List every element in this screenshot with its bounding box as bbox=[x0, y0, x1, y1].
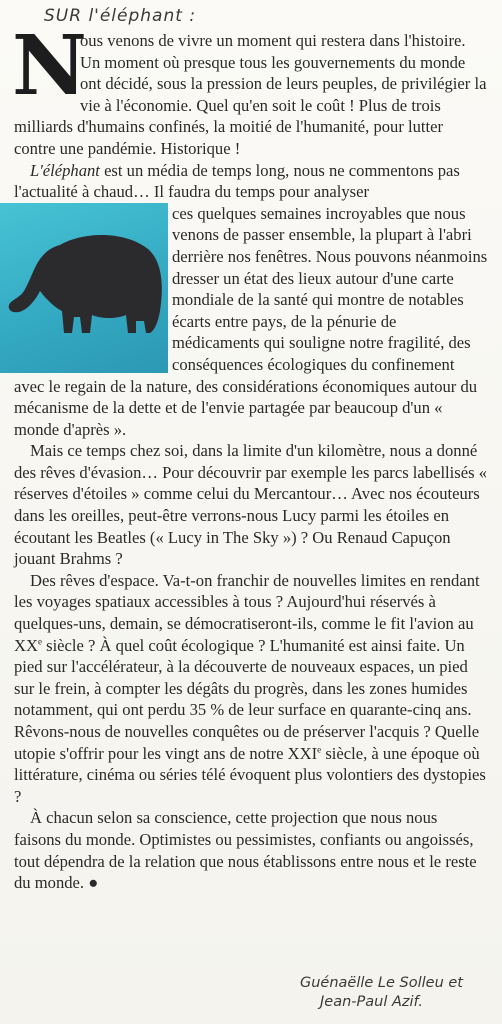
paragraph-2b: ces quelques semaines incroyables que nous venons de passer ensemble, la plupart à l'abri derrière nos fenêtres. Nous pouvons néanmoins dresser un état des lieux autour d'une carte mondiale de la santé qui montre de notables écarts entre pays, de la pénurie de médicaments qui souligne notre fragilité, des conséquences écologiques du confinement avec le regain de la nature, des considérations économiques autour du mécanisme de la dette et de l'envie partagée par beaucoup d'un « monde d'après ». bbox=[14, 203, 488, 439]
paragraph-2a-text: est un média de temps long, nous ne commentons pas l'actualité à chaud… Il faudra du temps pour analyser bbox=[14, 160, 460, 202]
elephant-silhouette-icon bbox=[0, 203, 168, 373]
paragraph-1: ous venons de vivre un moment qui restera dans l'histoire. Un moment où presque tous les gouvernements du monde ont décidé, sous la pression de leurs peuples, de privilégier la vie à l'économie. Quel qu'en soit le coût ! Plus de trois milliards d'humains confinés, la moitié de l'humanité, pour lutter contre une pandémie. Historique ! bbox=[14, 31, 487, 158]
handwritten-header-note: SUR l'éléphant : bbox=[44, 6, 197, 26]
century-roman-20: XX bbox=[14, 635, 38, 655]
paragraph-2a bbox=[14, 160, 488, 203]
paragraph-5: À chacun selon sa conscience, cette projection que nous nous faisons du monde. Optimistes ou pessimistes, confiants ou angoissés, tout dépendra de la relation que nous établissons entre nous et le reste du monde. ● bbox=[14, 808, 477, 893]
handwritten-signature bbox=[300, 974, 500, 1012]
article-body bbox=[12, 18, 488, 894]
signature-line-1: Guénaëlle Le Solleu et bbox=[300, 975, 463, 991]
elephant-photo bbox=[0, 203, 168, 373]
paragraph-4: Des rêves d'espace. Va-t-on franchir de nouvelles limites en rendant les voyages spatiaux accessibles à tous ? Aujourd'hui réservés à quelques-uns, demain, se démocratiseront-ils, comme le fit l'avion au XXe siècle ? À quel coût écologique ? L'humanité est ainsi faite. Un pied sur l'accélérateur, à la découverte de nouveaux espaces, un pied sur le frein, à compter les dégâts du progrès, dans les zones humides notamment, qui ont perdu 35 % de leur surface en quarante-cinq ans. Rêvons-nous de nouvelles conquêtes ou de préserver l'acquis ? Quelle utopie s'offrir pour les vingt ans de notre XXIe siècle, à une époque où littérature, cinéma ou séries télé évoquent plus volontiers des dystopies ? bbox=[14, 570, 486, 806]
signature-line-2: Jean-Paul Azif. bbox=[320, 994, 423, 1010]
century-roman-21: XXI bbox=[287, 743, 318, 763]
paragraph-3: Mais ce temps chez soi, dans la limite d'un kilomètre, nous a donné des rêves d'évasion… Pour découvrir par exemple les parcs labellisés « réserves d'étoiles » comme celui du Mercantour… Avec nos écouteurs dans les oreilles, peut-être verrons-nous Lucy parmi les étoiles en écoutant les Beatles (« Lucy in The Sky ») ? Ou Renaud Capuçon jouant Brahms ? bbox=[14, 441, 487, 569]
drop-cap: N bbox=[12, 18, 87, 114]
magazine-title: L'éléphant bbox=[30, 160, 100, 180]
